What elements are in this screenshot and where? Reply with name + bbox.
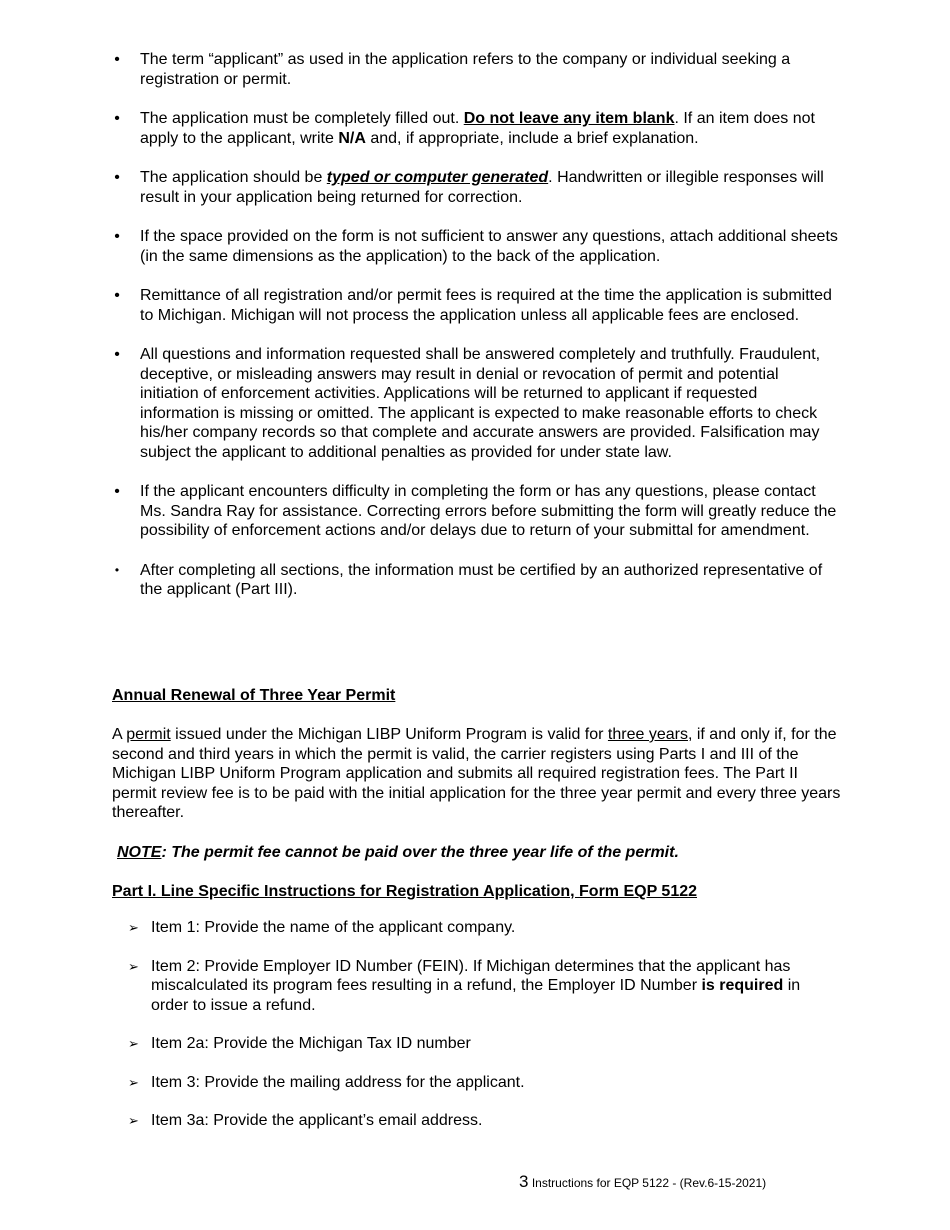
bullet-icon: • bbox=[114, 483, 120, 500]
list-item: • After completing all sections, the information must be certified by an authorized representative of the applicant (Part III). bbox=[110, 561, 840, 600]
bullet-icon: • bbox=[114, 110, 120, 127]
list-item: • The application should be typed or computer generated. Handwritten or illegible responses will result in your application being returned for correction. bbox=[110, 168, 840, 207]
list-item: • The application must be completely filled out. Do not leave any item blank. If an item does not apply to the applicant, write N/A and, if appropriate, include a brief explanation. bbox=[110, 109, 840, 148]
list-item: • If the space provided on the form is not sufficient to answer any questions, attach additional sheets (in the same dimensions as the application) to the back of the application. bbox=[110, 227, 840, 266]
list-item: ➢ Item 1: Provide the name of the applicant company. bbox=[128, 919, 516, 936]
typed-emphasis: typed or computer generated bbox=[326, 169, 549, 186]
annual-renewal-paragraph: A permit issued under the Michigan LIBP Uniform Program is valid for three years, if and only if, for the second and third years in which the permit is valid, the carrier registers using Parts I and III of the Michigan LIBP Uniform Program application and submits all required registration fees. The Part II permit review fee is to be paid with the initial application for the three year permit and every three years thereafter. bbox=[112, 726, 841, 821]
list-item: • If the applicant encounters difficulty in completing the form or has any questions, please contact Ms. Sandra Ray for assistance. Correcting errors before submitting the form will greatly reduce the possibility of enforcement actions and/or delays due to return of your submittal for amendment. bbox=[110, 482, 840, 541]
part1-heading: Part I. Line Specific Instructions for Registration Application, Form EQP 5122 bbox=[112, 883, 698, 900]
list-item: • The term “applicant” as used in the application refers to the company or individual seeking a registration or permit. bbox=[110, 50, 840, 89]
bullet-icon: • bbox=[114, 51, 120, 68]
arrow-bullet-icon: ➢ bbox=[128, 1074, 139, 1090]
bullet-icon: • bbox=[114, 228, 120, 245]
annual-renewal-heading: Annual Renewal of Three Year Permit bbox=[112, 687, 396, 704]
line-specific-items-list bbox=[128, 918, 828, 1150]
is-required-emphasis: is required bbox=[701, 977, 784, 994]
do-not-leave-blank-emphasis: Do not leave any item blank bbox=[463, 110, 675, 127]
page-footer bbox=[519, 1172, 766, 1194]
bullet-icon: • bbox=[114, 346, 120, 363]
arrow-bullet-icon: ➢ bbox=[128, 920, 139, 935]
page-number: 3 bbox=[519, 1172, 529, 1191]
note-label: NOTE bbox=[117, 844, 162, 861]
general-instructions-list bbox=[110, 50, 840, 620]
footer-text: Instructions for EQP 5122 - (Rev.6-15-2021) bbox=[531, 1176, 767, 1190]
na-emphasis: N/A bbox=[338, 129, 366, 147]
list-item: ➢ Item 3a: Provide the applicant’s email address. bbox=[128, 1112, 483, 1129]
arrow-bullet-icon: ➢ bbox=[128, 958, 139, 974]
list-item: • Remittance of all registration and/or permit fees is required at the time the application is submitted to Michigan. Michigan will not process the application unless all applicable fees are enclosed. bbox=[110, 286, 840, 325]
bullet-icon: • bbox=[114, 287, 120, 304]
list-item: ➢ Item 3: Provide the mailing address for the applicant. bbox=[128, 1073, 525, 1091]
permit-fee-note: NOTE: The permit fee cannot be paid over the three year life of the permit. bbox=[117, 844, 679, 861]
arrow-bullet-icon: ➢ bbox=[128, 1036, 139, 1051]
bullet-icon: • bbox=[114, 562, 120, 577]
arrow-bullet-icon: ➢ bbox=[128, 1113, 139, 1128]
list-item: • All questions and information requested shall be answered completely and truthfully. Fraudulent, deceptive, or misleading answers may result in denial or revocation of permit and potential initiation of enforcement activities. Applications will be returned to applicant if requested information is missing or omitted. The applicant is expected to make reasonable efforts to check his/her company records so that complete and accurate answers are provided. Falsification may subject the applicant to additional penalties as provided for under state law. bbox=[110, 345, 840, 462]
list-item: ➢ Item 2: Provide Employer ID Number (FEIN). If Michigan determines that the applicant has miscalculated its program fees resulting in a refund, the Employer ID Number is required in order to issue a refund. bbox=[128, 957, 801, 1014]
list-item: ➢ Item 2a: Provide the Michigan Tax ID number bbox=[128, 1035, 471, 1052]
bullet-icon: • bbox=[114, 169, 120, 186]
